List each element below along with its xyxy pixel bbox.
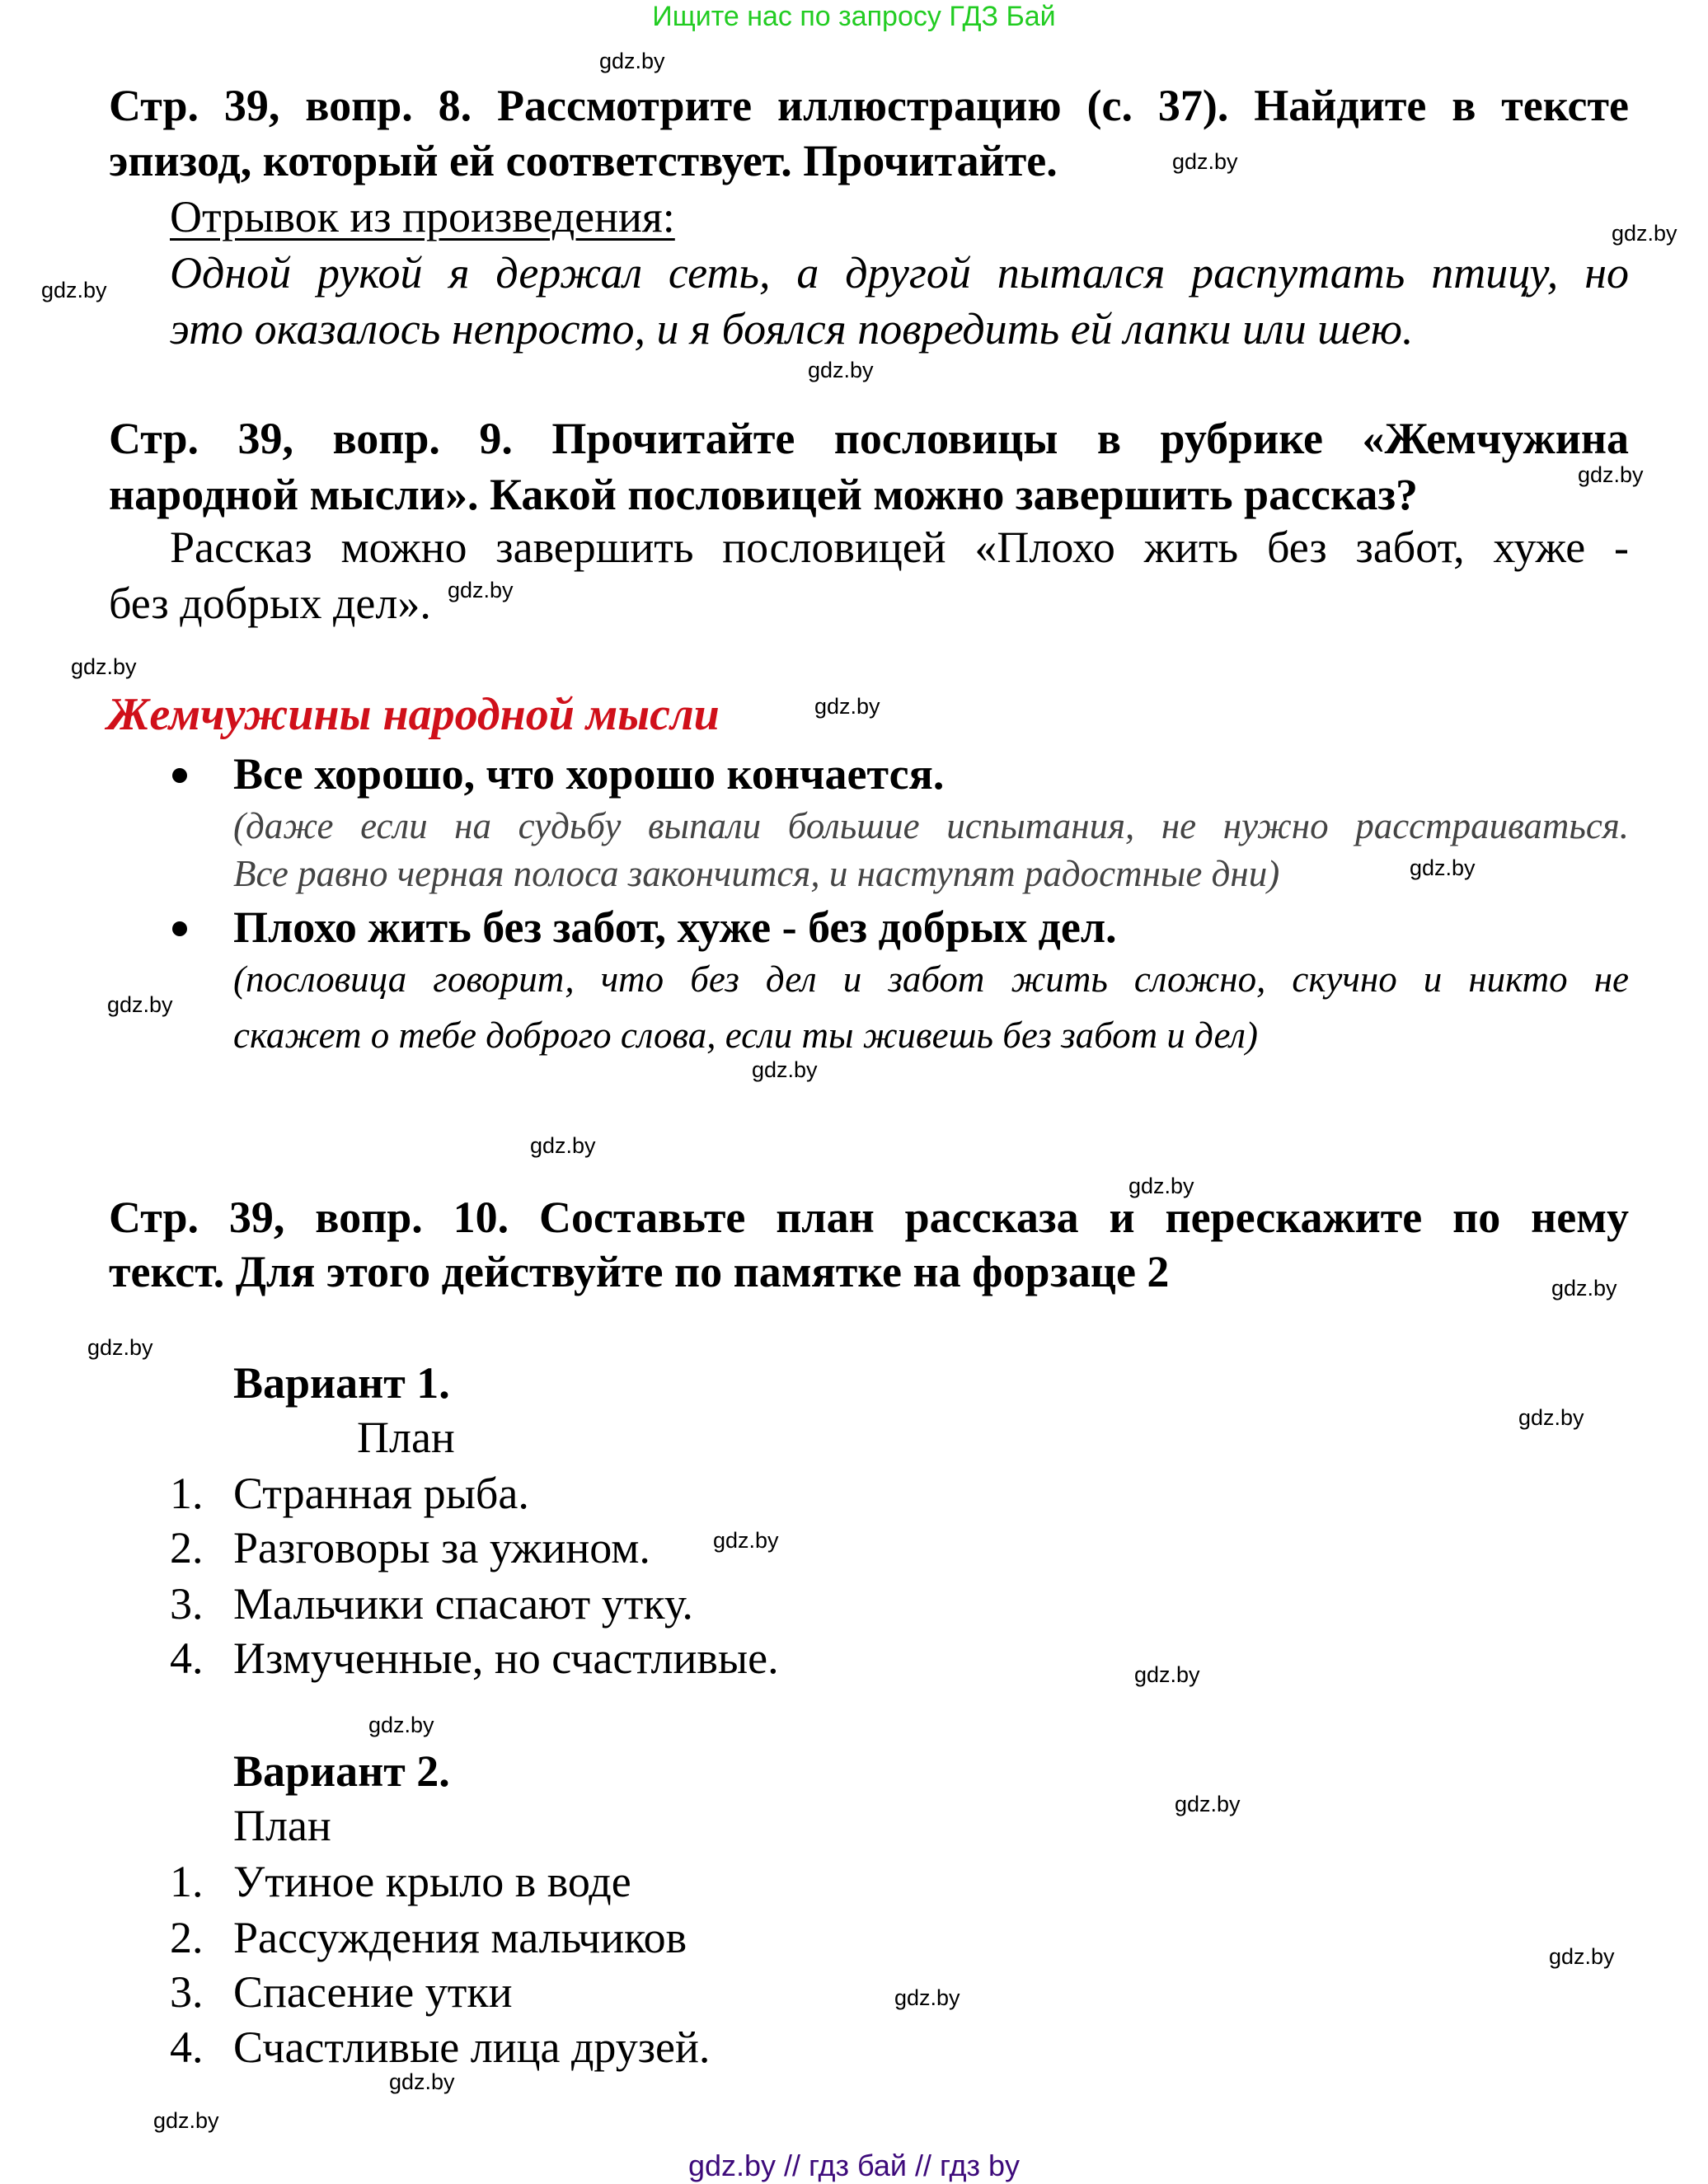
- watermark: gdz.by: [599, 49, 665, 73]
- list-number: 1.: [170, 1857, 204, 1906]
- q9-title-line-1: Стр. 39, вопр. 9. Прочитайте пословицы в рубрике «Жемчужина: [109, 414, 1629, 463]
- q9-answer-line-2: без добрых дел».: [109, 579, 431, 628]
- proverb-2-explanation-line-2: скажет о тебе доброго слова, если ты живешь без забот и дел): [233, 1015, 1258, 1056]
- watermark: gdz.by: [87, 1335, 153, 1360]
- watermark: gdz.by: [71, 654, 137, 679]
- q9-title-line-2: народной мысли». Какой пословицей можно завершить рассказ?: [109, 470, 1419, 519]
- q8-title-line-2: эпизод, который ей соответствует. Прочитайте.: [109, 136, 1058, 185]
- watermark: gdz.by: [894, 1985, 960, 2010]
- watermark: gdz.by: [808, 358, 874, 382]
- bullet-icon: [172, 921, 187, 936]
- list-item: Спасение утки: [233, 1967, 513, 2017]
- excerpt-label: Отрывок из произведения:: [170, 192, 675, 241]
- list-number: 1.: [170, 1469, 204, 1518]
- bullet-icon: [172, 768, 187, 783]
- proverb-2: Плохо жить без забот, хуже - без добрых дел.: [233, 902, 1117, 952]
- watermark: gdz.by: [1549, 1944, 1615, 1969]
- list-number: 3.: [170, 1967, 204, 2017]
- footer-links: gdz.by // гдз бай // гдз by: [687, 2149, 1021, 2182]
- watermark: gdz.by: [1128, 1174, 1194, 1198]
- proverb-1-explanation-line-1: (даже если на судьбу выпали большие испытания, не нужно расстраиваться.: [233, 805, 1629, 846]
- watermark: gdz.by: [368, 1713, 434, 1737]
- list-number: 4.: [170, 2022, 204, 2072]
- proverb-1: Все хорошо, что хорошо кончается.: [233, 749, 945, 799]
- variant-2-title: Вариант 2.: [233, 1746, 450, 1796]
- excerpt-line-2: это оказалось непросто, и я боялся повредить ей лапки или шею.: [170, 304, 1414, 354]
- list-item: Странная рыба.: [233, 1469, 529, 1518]
- watermark: gdz.by: [1518, 1405, 1584, 1430]
- variant-2-plan-label: План: [233, 1801, 331, 1850]
- list-number: 4.: [170, 1633, 204, 1683]
- watermark: gdz.by: [1578, 462, 1644, 487]
- q10-title-line-1: Стр. 39, вопр. 10. Составьте план рассказа и перескажите по нему: [109, 1193, 1629, 1242]
- q8-title-line-1: Стр. 39, вопр. 8. Рассмотрите иллюстрацию (с. 37). Найдите в тексте: [109, 81, 1629, 130]
- q10-title-line-2: текст. Для этого действуйте по памятке на форзаце 2: [109, 1247, 1170, 1296]
- watermark: gdz.by: [1551, 1276, 1617, 1301]
- watermark: gdz.by: [1172, 149, 1238, 174]
- header-banner: Ищите нас по запросу ГДЗ Бай: [652, 1, 1056, 32]
- pearls-heading: Жемчужины народной мысли: [107, 689, 720, 740]
- list-number: 2.: [170, 1523, 204, 1572]
- list-item: Утиное крыло в воде: [233, 1857, 631, 1906]
- list-number: 3.: [170, 1579, 204, 1629]
- q9-answer-line-1: Рассказ можно завершить пословицей «Плохо жить без забот, хуже -: [170, 523, 1629, 572]
- watermark: gdz.by: [448, 578, 514, 602]
- proverb-2-explanation-line-1: (пословица говорит, что без дел и забот жить сложно, скучно и никто не: [233, 958, 1629, 1000]
- list-item: Счастливые лица друзей.: [233, 2022, 711, 2072]
- excerpt-line-1: Одной рукой я держал сеть, а другой пытался распутать птицу, но: [170, 248, 1629, 298]
- watermark: gdz.by: [530, 1133, 596, 1158]
- watermark: gdz.by: [389, 2069, 455, 2094]
- watermark: gdz.by: [1134, 1662, 1200, 1687]
- watermark: gdz.by: [1612, 221, 1678, 246]
- list-item: Измученные, но счастливые.: [233, 1633, 779, 1683]
- list-item: Мальчики спасают утку.: [233, 1579, 693, 1629]
- list-item: Разговоры за ужином.: [233, 1523, 650, 1572]
- watermark: gdz.by: [153, 2108, 219, 2133]
- list-item: Рассуждения мальчиков: [233, 1913, 687, 1962]
- proverb-1-explanation-line-2: Все равно черная полоса закончится, и наступят радостные дни): [233, 853, 1280, 894]
- variant-1-plan-label: План: [357, 1413, 455, 1462]
- watermark: gdz.by: [752, 1057, 818, 1082]
- watermark: gdz.by: [1410, 855, 1476, 880]
- watermark: gdz.by: [1175, 1792, 1241, 1816]
- watermark: gdz.by: [107, 992, 173, 1017]
- list-number: 2.: [170, 1913, 204, 1962]
- watermark: gdz.by: [814, 694, 880, 719]
- watermark: gdz.by: [713, 1528, 779, 1553]
- watermark: gdz.by: [41, 278, 107, 302]
- variant-1-title: Вариант 1.: [233, 1358, 450, 1408]
